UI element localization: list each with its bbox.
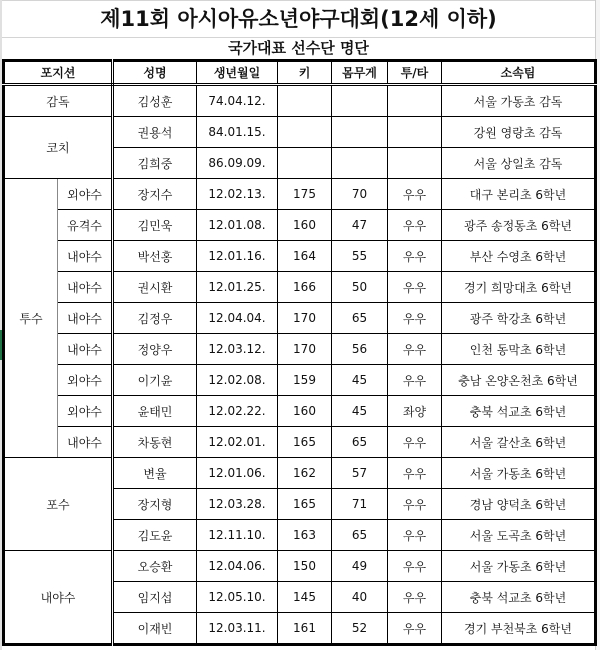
cell-throw-bat: 우우 bbox=[388, 334, 442, 365]
cell-sub-position: 외야수 bbox=[58, 179, 113, 210]
cell-throw-bat: 우우 bbox=[388, 489, 442, 520]
cell-weight: 45 bbox=[332, 365, 388, 396]
position-group-infielder: 내야수 bbox=[4, 551, 113, 645]
cell-team: 충북 석교초 6학년 bbox=[442, 396, 596, 427]
header-row bbox=[4, 61, 596, 85]
table-row bbox=[4, 210, 596, 241]
cell-team: 광주 학강초 6학년 bbox=[442, 303, 596, 334]
table-row bbox=[4, 334, 596, 365]
cell-birth: 12.02.01. bbox=[197, 427, 278, 458]
position-group-catcher: 포수 bbox=[4, 458, 113, 551]
cell-weight: 70 bbox=[332, 179, 388, 210]
cell-weight: 47 bbox=[332, 210, 388, 241]
cell-team: 서울 도곡초 6학년 bbox=[442, 520, 596, 551]
cell-weight: 65 bbox=[332, 303, 388, 334]
cell-throw-bat bbox=[388, 117, 442, 148]
cell-height: 170 bbox=[278, 334, 332, 365]
header-position: 포지션 bbox=[4, 61, 113, 85]
cell-name: 정양우 bbox=[113, 334, 197, 365]
cell-throw-bat bbox=[388, 148, 442, 179]
cell-birth: 12.01.08. bbox=[197, 210, 278, 241]
cell-weight bbox=[332, 148, 388, 179]
cell-sub-position: 내야수 bbox=[58, 272, 113, 303]
cell-throw-bat: 우우 bbox=[388, 272, 442, 303]
cell-birth: 12.02.22. bbox=[197, 396, 278, 427]
cell-sub-position: 내야수 bbox=[58, 427, 113, 458]
cell-weight: 57 bbox=[332, 458, 388, 489]
cell-birth: 12.03.28. bbox=[197, 489, 278, 520]
cell-team: 경남 양덕초 6학년 bbox=[442, 489, 596, 520]
cell-height: 165 bbox=[278, 489, 332, 520]
position-group-coach: 코치 bbox=[4, 117, 113, 179]
cell-name: 김희중 bbox=[113, 148, 197, 179]
cell-name: 김민욱 bbox=[113, 210, 197, 241]
table-row bbox=[4, 85, 596, 117]
table-row bbox=[4, 117, 596, 148]
cell-weight: 71 bbox=[332, 489, 388, 520]
cell-weight: 52 bbox=[332, 613, 388, 645]
table-row bbox=[4, 551, 596, 582]
cell-throw-bat: 우우 bbox=[388, 458, 442, 489]
cell-birth: 12.11.10. bbox=[197, 520, 278, 551]
cell-birth: 12.02.08. bbox=[197, 365, 278, 396]
cell-weight: 49 bbox=[332, 551, 388, 582]
cell-birth: 12.01.16. bbox=[197, 241, 278, 272]
cell-birth: 12.01.06. bbox=[197, 458, 278, 489]
cell-name: 이기윤 bbox=[113, 365, 197, 396]
cell-birth: 12.04.04. bbox=[197, 303, 278, 334]
cell-birth: 12.02.13. bbox=[197, 179, 278, 210]
cell-team: 서울 상일초 감독 bbox=[442, 148, 596, 179]
cell-team: 서울 가동초 6학년 bbox=[442, 551, 596, 582]
cell-name: 권시환 bbox=[113, 272, 197, 303]
header-throw-bat: 투/타 bbox=[388, 61, 442, 85]
header-birth: 생년월일 bbox=[197, 61, 278, 85]
cell-birth: 12.03.12. bbox=[197, 334, 278, 365]
cell-name: 박선홍 bbox=[113, 241, 197, 272]
table-row bbox=[4, 365, 596, 396]
cell-weight bbox=[332, 117, 388, 148]
cell-throw-bat: 우우 bbox=[388, 427, 442, 458]
cell-name: 오승환 bbox=[113, 551, 197, 582]
cell-height: 145 bbox=[278, 582, 332, 613]
header-name: 성명 bbox=[113, 61, 197, 85]
document-title: 제11회 아시아유소년야구대회(12세 이하) bbox=[2, 0, 595, 38]
table-row bbox=[4, 303, 596, 334]
cell-name: 차동현 bbox=[113, 427, 197, 458]
cell-birth: 12.03.11. bbox=[197, 613, 278, 645]
cell-throw-bat: 좌양 bbox=[388, 396, 442, 427]
cell-throw-bat: 우우 bbox=[388, 365, 442, 396]
cell-team: 경기 부천북초 6학년 bbox=[442, 613, 596, 645]
header-height: 키 bbox=[278, 61, 332, 85]
cell-throw-bat: 우우 bbox=[388, 303, 442, 334]
cell-weight: 65 bbox=[332, 427, 388, 458]
cell-team: 서울 가동초 6학년 bbox=[442, 458, 596, 489]
cell-throw-bat: 우우 bbox=[388, 520, 442, 551]
cell-height: 166 bbox=[278, 272, 332, 303]
cell-throw-bat: 우우 bbox=[388, 582, 442, 613]
table-row bbox=[4, 179, 596, 210]
cell-height: 150 bbox=[278, 551, 332, 582]
cell-height bbox=[278, 148, 332, 179]
cell-throw-bat: 우우 bbox=[388, 241, 442, 272]
cell-team: 대구 본리초 6학년 bbox=[442, 179, 596, 210]
cell-throw-bat: 우우 bbox=[388, 613, 442, 645]
cell-height: 163 bbox=[278, 520, 332, 551]
roster-table bbox=[2, 59, 597, 646]
cell-birth: 86.09.09. bbox=[197, 148, 278, 179]
cell-team: 부산 수영초 6학년 bbox=[442, 241, 596, 272]
cell-sub-position: 내야수 bbox=[58, 303, 113, 334]
cell-throw-bat: 우우 bbox=[388, 210, 442, 241]
cell-throw-bat bbox=[388, 85, 442, 117]
cell-name: 변율 bbox=[113, 458, 197, 489]
cell-height: 160 bbox=[278, 210, 332, 241]
header-weight: 몸무게 bbox=[332, 61, 388, 85]
cell-height: 159 bbox=[278, 365, 332, 396]
position-group-manager: 감독 bbox=[4, 85, 113, 117]
cell-name: 권용석 bbox=[113, 117, 197, 148]
cell-team: 경기 희망대초 6학년 bbox=[442, 272, 596, 303]
position-group-pitcher: 투수 bbox=[4, 179, 58, 458]
cell-height bbox=[278, 85, 332, 117]
cell-name: 임지섭 bbox=[113, 582, 197, 613]
cell-height bbox=[278, 117, 332, 148]
table-row bbox=[4, 458, 596, 489]
cell-team: 광주 송정동초 6학년 bbox=[442, 210, 596, 241]
cell-team: 충북 석교초 6학년 bbox=[442, 582, 596, 613]
cell-weight: 45 bbox=[332, 396, 388, 427]
cell-team: 인천 동막초 6학년 bbox=[442, 334, 596, 365]
cell-weight: 40 bbox=[332, 582, 388, 613]
cell-team: 서울 갈산초 6학년 bbox=[442, 427, 596, 458]
table-row bbox=[4, 396, 596, 427]
cell-weight: 50 bbox=[332, 272, 388, 303]
document-subtitle: 국가대표 선수단 명단 bbox=[228, 39, 369, 57]
cell-birth: 12.05.10. bbox=[197, 582, 278, 613]
cell-sub-position: 외야수 bbox=[58, 365, 113, 396]
cell-height: 164 bbox=[278, 241, 332, 272]
cell-height: 170 bbox=[278, 303, 332, 334]
cell-name: 장지형 bbox=[113, 489, 197, 520]
cell-weight: 65 bbox=[332, 520, 388, 551]
cell-sub-position: 유격수 bbox=[58, 210, 113, 241]
cell-weight: 55 bbox=[332, 241, 388, 272]
cell-birth: 12.01.25. bbox=[197, 272, 278, 303]
cell-name: 김정우 bbox=[113, 303, 197, 334]
cell-sub-position: 내야수 bbox=[58, 241, 113, 272]
cell-throw-bat: 우우 bbox=[388, 551, 442, 582]
cell-throw-bat: 우우 bbox=[388, 179, 442, 210]
cell-weight bbox=[332, 85, 388, 117]
cell-birth: 12.04.06. bbox=[197, 551, 278, 582]
table-row bbox=[4, 427, 596, 458]
cell-height: 162 bbox=[278, 458, 332, 489]
cell-sub-position: 외야수 bbox=[58, 396, 113, 427]
cell-name: 김도윤 bbox=[113, 520, 197, 551]
cell-height: 161 bbox=[278, 613, 332, 645]
cell-height: 165 bbox=[278, 427, 332, 458]
table-row bbox=[4, 272, 596, 303]
cell-birth: 74.04.12. bbox=[197, 85, 278, 117]
cell-name: 이재빈 bbox=[113, 613, 197, 645]
header-team: 소속팀 bbox=[442, 61, 596, 85]
cell-name: 윤태민 bbox=[113, 396, 197, 427]
table-row bbox=[4, 241, 596, 272]
cell-birth: 84.01.15. bbox=[197, 117, 278, 148]
cell-name: 김성훈 bbox=[113, 85, 197, 117]
cell-height: 160 bbox=[278, 396, 332, 427]
cell-team: 충남 온양온천초 6학년 bbox=[442, 365, 596, 396]
cell-team: 강원 영랑초 감독 bbox=[442, 117, 596, 148]
cell-team: 서울 가동초 감독 bbox=[442, 85, 596, 117]
cell-name: 장지수 bbox=[113, 179, 197, 210]
cell-height: 175 bbox=[278, 179, 332, 210]
cell-weight: 56 bbox=[332, 334, 388, 365]
cell-sub-position: 내야수 bbox=[58, 334, 113, 365]
